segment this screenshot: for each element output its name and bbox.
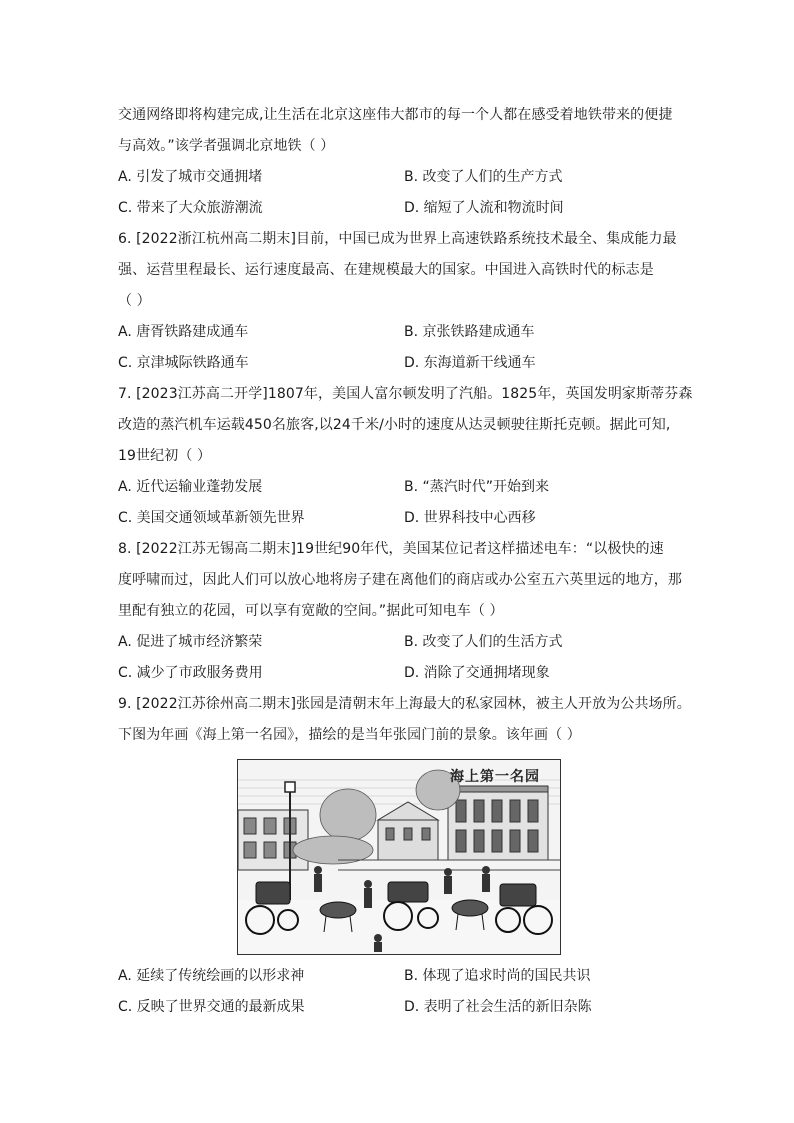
q8-option-b[interactable]: B. 改变了人们的生活方式 xyxy=(404,634,563,650)
q5-option-a[interactable]: A. 引发了城市交通拥堵 xyxy=(118,169,263,185)
q8-option-c[interactable]: C. 减少了市政服务费用 xyxy=(118,665,263,681)
q7-options-row1 xyxy=(118,472,698,503)
q8-option-d[interactable]: D. 消除了交通拥堵现象 xyxy=(404,665,550,681)
q6-options-row1 xyxy=(118,317,698,348)
q6-stem-line3: （ ） xyxy=(118,293,151,309)
q6-option-a[interactable]: A. 唐胥铁路建成通车 xyxy=(118,324,249,340)
q5-stem-line2: 与高效。”该学者强调北京地铁（ ） xyxy=(118,138,335,154)
q7-stem-line2: 改造的蒸汽机车运载450名旅客,以24千米/小时的速度从达灵顿驶往斯托克顿。据此可知, xyxy=(118,417,671,433)
street-scene-illustration xyxy=(238,760,560,954)
q5-option-b[interactable]: B. 改变了人们的生产方式 xyxy=(404,169,563,185)
q6-options-row2 xyxy=(118,348,698,379)
q9-stem-line1: 9. [2022江苏徐州高二期末]张园是清朝末年上海最大的私家园林，被主人开放为公共场所。 xyxy=(118,696,691,712)
q9-option-c[interactable]: C. 反映了世界交通的最新成果 xyxy=(118,999,305,1015)
q7-options-row2 xyxy=(118,503,698,534)
q9-option-b[interactable]: B. 体现了追求时尚的国民共识 xyxy=(404,968,591,984)
q8-stem-line3: 里配有独立的花园，可以享有宽敞的空间。”据此可知电车（ ） xyxy=(118,603,504,619)
page-content xyxy=(118,100,698,1023)
q7-option-c[interactable]: C. 美国交通领域革新领先世界 xyxy=(118,510,305,526)
q9-option-a[interactable]: A. 延续了传统绘画的以形求神 xyxy=(118,968,305,984)
q8-option-a[interactable]: A. 促进了城市经济繁荣 xyxy=(118,634,263,650)
q5-stem-line1: 交通网络即将构建完成,让生活在北京这座伟大都市的每一个人都在感受着地铁带来的便捷 xyxy=(118,107,673,123)
q6-option-b[interactable]: B. 京张铁路建成通车 xyxy=(404,324,535,340)
q7-option-d[interactable]: D. 世界科技中心西移 xyxy=(404,510,536,526)
q8-options-row1 xyxy=(118,627,698,658)
q9-options-row2 xyxy=(118,992,698,1023)
q5-option-d[interactable]: D. 缩短了人流和物流时间 xyxy=(404,200,564,216)
q9-stem-line2: 下图为年画《海上第一名园》，描绘的是当年张园门前的景象。该年画（ ） xyxy=(118,727,581,743)
q7-stem-line1: 7. [2023江苏高二开学]1807年，美国人富尔顿发明了汽船。1825年，英国发明家斯蒂芬森 xyxy=(118,386,693,402)
q7-option-a[interactable]: A. 近代运输业蓬勃发展 xyxy=(118,479,263,495)
q6-stem-line1: 6. [2022浙江杭州高二期末]目前，中国已成为世界上高速铁路系统技术最全、集成能力最 xyxy=(118,231,677,247)
q6-option-c[interactable]: C. 京津城际铁路通车 xyxy=(118,355,249,371)
q7-stem-line3: 19世纪初（ ） xyxy=(118,448,212,464)
q8-stem-line2: 度呼啸而过，因此人们可以放心地将房子建在离他们的商店或办公室五六英里远的地方，那 xyxy=(118,572,682,588)
q9-options-row1 xyxy=(118,961,698,992)
q5-options-row1 xyxy=(118,162,698,193)
q8-stem-line1: 8. [2022江苏无锡高二期末]19世纪90年代，美国某位记者这样描述电车：“以极快的速 xyxy=(118,541,664,557)
q9-option-d[interactable]: D. 表明了社会生活的新旧杂陈 xyxy=(404,999,592,1015)
q7-option-b[interactable]: B. “蒸汽时代”开始到来 xyxy=(404,479,550,495)
q6-option-d[interactable]: D. 东海道新干线通车 xyxy=(404,355,536,371)
q5-options-row2 xyxy=(118,193,698,224)
q5-option-c[interactable]: C. 带来了大众旅游潮流 xyxy=(118,200,263,216)
q8-options-row2 xyxy=(118,658,698,689)
q6-stem-line2: 强、运营里程最长、运行速度最高、在建规模最大的国家。中国进入高铁时代的标志是 xyxy=(118,262,654,278)
new-year-painting-figure xyxy=(237,759,561,955)
figure-title-inscription: 海上第一名园 xyxy=(450,769,540,785)
